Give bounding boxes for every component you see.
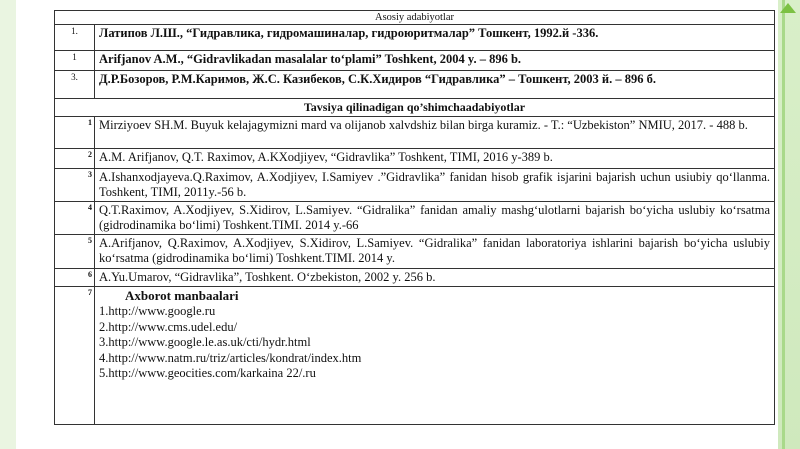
reference-text: Mirziyoev SH.M. Buyuk kelajagymizni mard va olijanob xalvdshiz bilan birga kuramiz. - T.: “Uzbekiston” NMIU, 2017. - 488 b. bbox=[95, 117, 775, 149]
accent-triangle-icon bbox=[780, 3, 796, 13]
source-link[interactable]: 1.http://www.google.ru bbox=[99, 304, 216, 318]
row-number: 6 bbox=[55, 269, 95, 287]
reference-text: A.M. Arifjanov, Q.T. Raximov, A.KXodjiyev, “Gidravlika” Toshkent, TIMI, 2016 y-389 b. bbox=[95, 149, 775, 169]
table-row bbox=[55, 25, 775, 51]
row-number: 2 bbox=[55, 149, 95, 169]
row-number: 3. bbox=[55, 71, 95, 99]
reference-text: Д.Р.Бозоров, Р.М.Каримов, Ж.С. Казибеков, С.К.Хидиров “Гидравлика” – Тошкент, 2003 й. – 896 б. bbox=[95, 71, 775, 99]
table-row bbox=[55, 71, 775, 99]
sources-row bbox=[55, 287, 775, 425]
source-link[interactable]: 3.http://www.google.le.as.uk/cti/hydr.html bbox=[99, 335, 311, 349]
row-number: 7 bbox=[55, 287, 95, 425]
extra-header: Tavsiya qilinadigan qo’shimchaadabiyotlar bbox=[55, 99, 775, 117]
source-link[interactable]: 2.http://www.cms.udel.edu/ bbox=[99, 319, 238, 334]
sources-cell bbox=[95, 287, 775, 425]
table-row bbox=[55, 269, 775, 287]
main-header-row bbox=[55, 11, 775, 25]
literature-table bbox=[54, 10, 775, 425]
main-header: Asosiy adabiyotlar bbox=[55, 11, 775, 25]
row-number: 3 bbox=[55, 169, 95, 202]
row-number: 4 bbox=[55, 202, 95, 235]
reference-text: Arifjanov A.M., “Gidravlikadan masalalar to‘plami” Toshkent, 2004 y. – 896 b. bbox=[95, 51, 775, 71]
left-decor-band bbox=[0, 0, 16, 449]
sources-title: Axborot manbaalari bbox=[125, 288, 239, 303]
extra-header-row bbox=[55, 99, 775, 117]
table-row bbox=[55, 202, 775, 235]
reference-text: Латипов Л.Ш., “Гидравлика, гидромашиналар, гидроюритмалар” Тошкент, 1992.й -336. bbox=[95, 25, 775, 51]
table-row bbox=[55, 235, 775, 269]
table-row bbox=[55, 51, 775, 71]
table-row bbox=[55, 117, 775, 149]
reference-text: A.Arifjanov, Q.Raximov, A.Xodjiyev, S.Xidirov, L.Samiyev. “Gidralika” fanidan laboratoriya ishlarini bajarish bo‘yicha uslubiy ko‘rsatma (gidrodinamika bo‘limi) Toshkent.TIMI. 2014 y. bbox=[95, 235, 775, 269]
table-row bbox=[55, 169, 775, 202]
row-number: 5 bbox=[55, 235, 95, 269]
reference-text: A.Yu.Umarov, “Gidravlika”, Toshkent. O‘zbekiston, 2002 y. 256 b. bbox=[95, 269, 775, 287]
row-number: 1 bbox=[55, 117, 95, 149]
row-number: 1. bbox=[55, 25, 95, 51]
reference-text: Q.T.Raximov, A.Xodjiyev, S.Xidirov, L.Samiyev. “Gidralika” fanidan amaliy mashg‘ulotlarni bajarish bo‘yicha uslubiy ko‘rsatma (gidrodinamika bo‘limi) Toshkent.TIMI. 2014 y.-66 bbox=[95, 202, 775, 235]
right-decor-band bbox=[778, 0, 800, 449]
table-row bbox=[55, 149, 775, 169]
row-number: 1 bbox=[55, 51, 95, 71]
reference-text: A.Ishanxodjayeva.Q.Raximov, A.Xodjiyev, I.Samiyev .”Gidravlika” fanidan hisob grafik isjarini bajarish uchun usiubiy qo‘llanma. Toshkent, TIMI, 2011y.-56 b. bbox=[95, 169, 775, 202]
source-link[interactable]: 5.http://www.geocities.com/karkaina 22/.ru bbox=[99, 366, 316, 380]
source-link[interactable]: 4.http://www.natm.ru/triz/articles/kondrat/index.htm bbox=[99, 350, 362, 365]
